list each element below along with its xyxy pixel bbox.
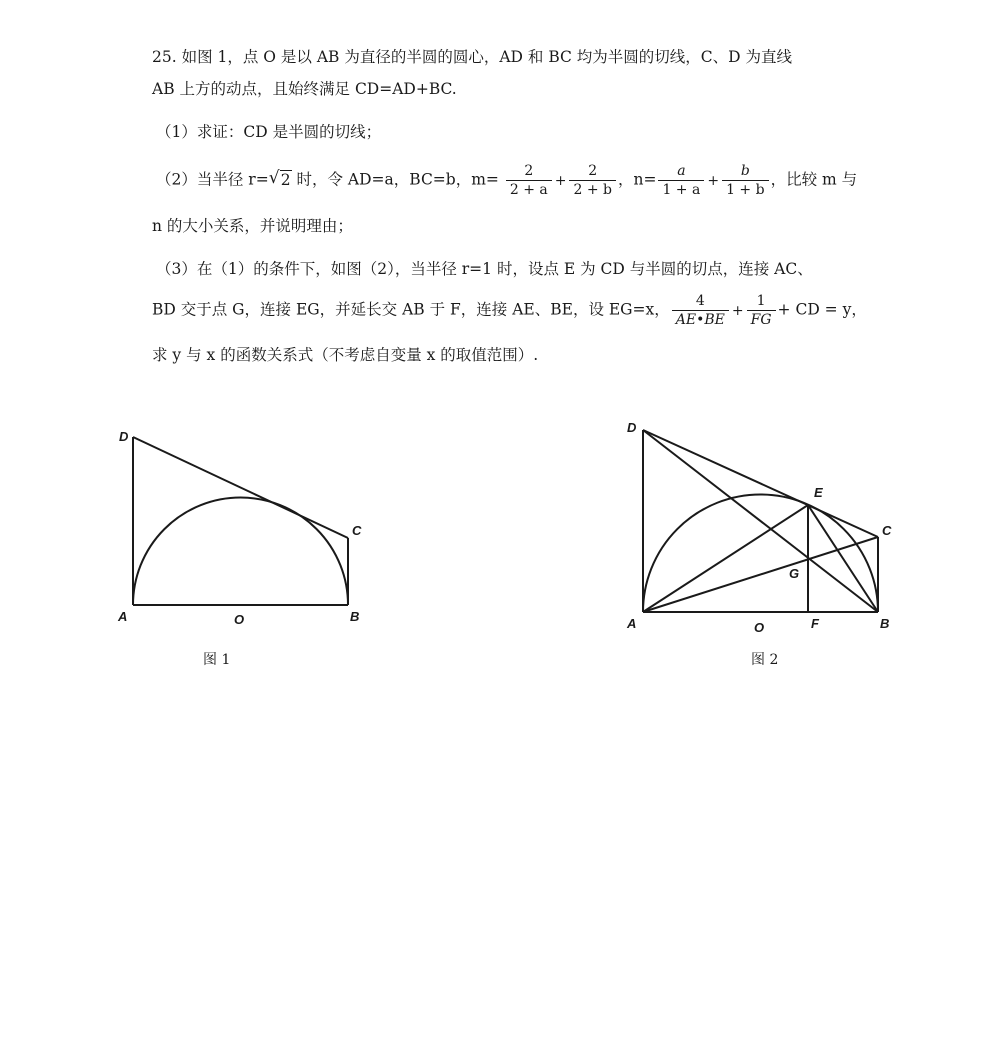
part-2-line-1: （2）当半径 r=√ 2 时，令 AD=a，BC=b，m= $\frac{2}{2 + a}$ + $\frac{2}{2 + b}$ ，n= $\frac{a}{1 + a}$ + $\frac{b}{1 + b}$ ，比较 m 与 xyxy=(156,162,857,199)
fig2-label-b: B xyxy=(880,616,890,631)
fig2-caption: 图 2 xyxy=(751,652,779,668)
part-3-line-2-prefix: BD 交于点 G，连接 EG，并延长交 AB 于 F，连接 AE、BE，设 EG=x， xyxy=(152,300,670,319)
part-2-mid: 时，令 AD=a，BC=b，m= xyxy=(291,170,499,189)
fig2-label-f: F xyxy=(811,616,819,631)
fig1-caption: 图 1 xyxy=(203,652,231,668)
part-3-line-2-suffix: + CD = y， xyxy=(777,300,867,319)
n-term-2: $\frac{b}{1 + b}$ xyxy=(722,162,769,199)
fig1-label-b: B xyxy=(350,609,360,624)
m-term-1: $\frac{2}{2 + a}$ xyxy=(506,162,552,199)
y-term-2: $\frac{1}{FG}$ xyxy=(747,292,776,329)
fig2-line-ac xyxy=(643,537,878,612)
problem-line-1: 25. 如图 1，点 O 是以 AB 为直径的半圆的圆心，AD 和 BC 均为半圆的切线，C、D 为直线 xyxy=(152,48,793,66)
figure-1 xyxy=(133,437,348,605)
part-2-prefix: （2）当半径 r= xyxy=(156,170,269,189)
fig2-label-c: C xyxy=(882,523,892,538)
m-term-2: $\frac{2}{2 + b}$ xyxy=(569,162,616,199)
fig1-semicircle xyxy=(133,497,348,605)
part-2-suffix: ，比较 m 与 xyxy=(770,170,858,189)
figure-1-labels xyxy=(117,429,362,668)
fig2-label-d: D xyxy=(627,420,637,435)
part-1-text: （1）求证：CD 是半圆的切线； xyxy=(156,123,382,141)
fig1-label-o: O xyxy=(234,612,245,627)
part-3-line-2: BD 交于点 G，连接 EG，并延长交 AB 于 F，连接 AE、BE，设 EG=x， $\frac{4}{AE•BE}$ + $\frac{1}{FG}$ + CD = y， xyxy=(152,293,867,328)
fig2-label-g: G xyxy=(789,566,800,581)
fig2-label-e: E xyxy=(814,485,823,500)
figure-2-labels xyxy=(626,420,892,668)
problem-line-2: AB 上方的动点，且始终满足 CD=AD+BC. xyxy=(152,80,457,98)
fig1-line-dc xyxy=(133,437,348,538)
part-3-line-3: 求 y 与 x 的函数关系式（不考虑自变量 x 的取值范围）. xyxy=(152,346,539,364)
figure-2 xyxy=(643,430,878,612)
fig1-label-d: D xyxy=(119,429,129,444)
part-2-line-2: n 的大小关系，并说明理由； xyxy=(152,217,353,235)
fig2-semicircle xyxy=(643,494,878,612)
fig2-line-ae xyxy=(643,505,808,612)
n-label: ，n= xyxy=(617,170,657,189)
fig1-label-c: C xyxy=(352,523,362,538)
fig2-label-a: A xyxy=(627,616,637,631)
n-term-1: $\frac{a}{1 + a}$ xyxy=(658,162,704,199)
part-3-line-1: （3）在（1）的条件下，如图（2），当半径 r=1 时，设点 E 为 CD 与半圆的切点，连接 AC、 xyxy=(156,260,813,278)
sqrt-radicand: 2 xyxy=(280,170,291,189)
fig2-label-o: O xyxy=(754,620,765,635)
y-term-1: $\frac{4}{AE•BE}$ xyxy=(672,292,729,329)
fig1-label-a: A xyxy=(118,609,128,624)
